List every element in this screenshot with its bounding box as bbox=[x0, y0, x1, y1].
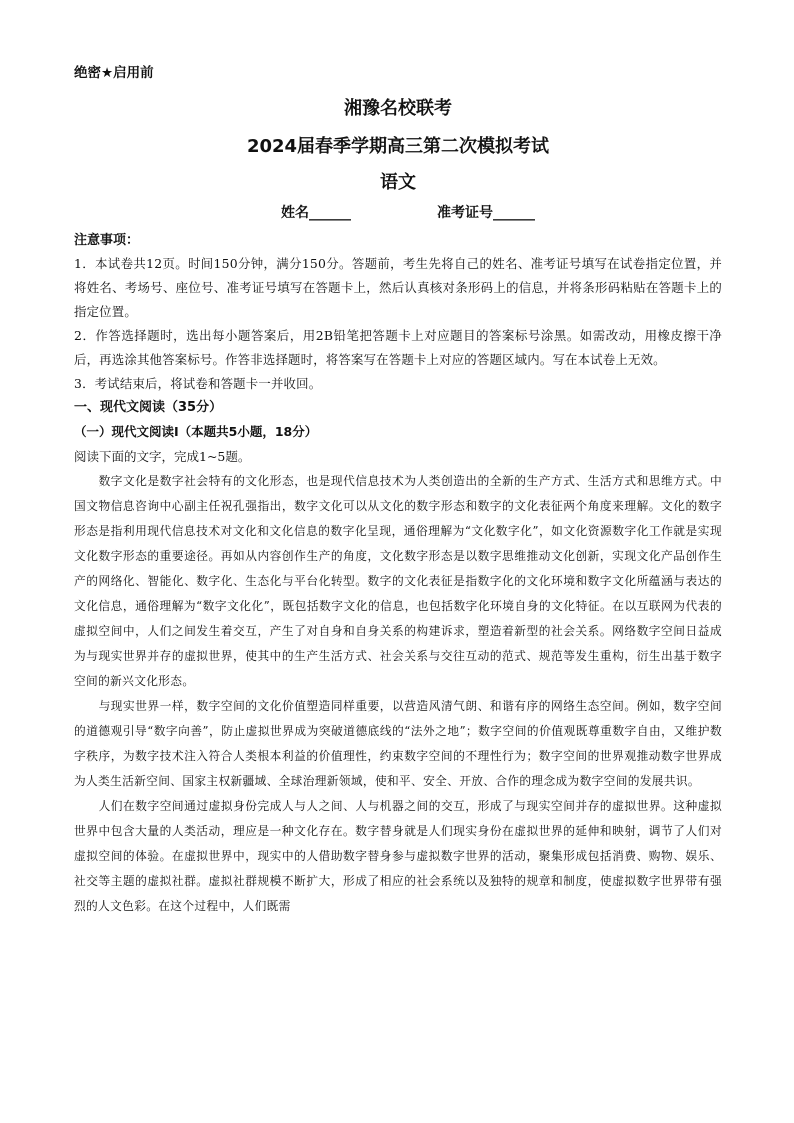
id-field-label: 准考证号______ bbox=[437, 205, 535, 221]
reading-intro: 阅读下面的文字，完成1~5题。 bbox=[74, 449, 251, 464]
section-title: 一、现代文阅读（35分） bbox=[74, 400, 223, 415]
exam-org: 湘豫名校联考 bbox=[344, 98, 452, 119]
notice-heading: 注意事项： bbox=[74, 233, 140, 248]
candidate-info-row bbox=[74, 202, 722, 224]
subject-title: 语文 bbox=[380, 172, 416, 193]
notice-item: 2．作答选择题时，选出每小题答案后，用2B铅笔把答题卡上对应题目的答案标号涂黑。如需改动，用橡皮擦干净后，再选涂其他答案标号。作答非选择题时，将答案写在答题卡上对应的答题区域内。写在本试卷上无效。 bbox=[74, 328, 722, 367]
secret-label: 绝密★启用前 bbox=[74, 65, 154, 81]
section-subtitle: （一）现代文阅读Ⅰ（本题共5小题，18分） bbox=[74, 424, 318, 439]
reading-paragraph: 人们在数字空间通过虚拟身份完成人与人之间、人与机器之间的交互，形成了与现实空间并存的虚拟世界。这种虚拟世界中包含大量的人类活动，理应是一种文化存在。数字替身就是人们现实身份在虚拟世界的延伸和映射，调节了人们对虚拟空间的体验。在虚拟世界中，现实中的人借助数字替身参与虚拟数字世界的活动，聚集形成包括消费、购物、娱乐、社交等主题的虚拟社群。虚拟社群规模不断扩大，形成了相应的社会系统以及独特的规章和制度，使虚拟数字世界带有强烈的人文色彩。在这个过程中，人们既需 bbox=[74, 799, 722, 913]
notice-item: 3．考试结束后，将试卷和答题卡一并收回。 bbox=[74, 376, 322, 391]
exam-title: 2024届春季学期高三第二次模拟考试 bbox=[246, 136, 550, 157]
name-field-label: 姓名______ bbox=[281, 205, 351, 221]
notice-item: 1．本试卷共12页。时间150分钟，满分150分。答题前，考生先将自己的姓名、准考证号填写在试卷指定位置，并将姓名、考场号、座位号、准考证号填写在答题卡上，然后认真核对条形码上的信息，并将条形码粘贴在答题卡上的指定位置。 bbox=[74, 256, 722, 319]
reading-paragraph: 与现实世界一样，数字空间的文化价值塑造同样重要，以营造风清气朗、和谐有序的网络生态空间。例如，数字空间的道德观引导“数字向善”，防止虚拟世界成为突破道德底线的“法外之地”；数字空间的价值观既尊重数字自由，又维护数字秩序，为数字技术注入符合人类根本利益的价值理性，约束数字空间的不理性行为；数字空间的世界观推动数字世界成为人类生活新空间、国家主权新疆域、全球治理新领域，使和平、安全、开放、合作的理念成为数字空间的发展共识。 bbox=[74, 699, 722, 788]
reading-paragraph: 数字文化是数字社会特有的文化形态，也是现代信息技术为人类创造出的全新的生产方式、生活方式和思维方式。中国文物信息咨询中心副主任祝孔强指出，数字文化可以从文化的数字形态和数字的文化表征两个角度来理解。文化的数字形态是指利用现代信息技术对文化和文化信息的数字化呈现，通俗理解为“文化数字化”，如文化资源数字化工作就是实现文化数字形态的重要途径。再如从内容创作生产的角度，文化数字形态是以数字思维推动文化创新，实现文化产品创作生产的网络化、智能化、数字化、生态化与平台化转型。数字的文化表征是指数字化的文化环境和数字文化所蕴涵与表达的文化信息，通俗理解为“数字文化化”，既包括数字文化的信息，也包括数字化环境自身的文化特征。在以互联网为代表的虚拟空间中，人们之间发生着交互，产生了对自身和自身关系的构建诉求，塑造着新型的社会关系。网络数字空间日益成为与现实世界并存的虚拟世界，使其中的生产生活方式、社会关系与交往互动的范式、规范等发生重构，衍生出基于数字空间的新兴文化形态。 bbox=[74, 474, 722, 688]
exam-page bbox=[74, 64, 722, 919]
